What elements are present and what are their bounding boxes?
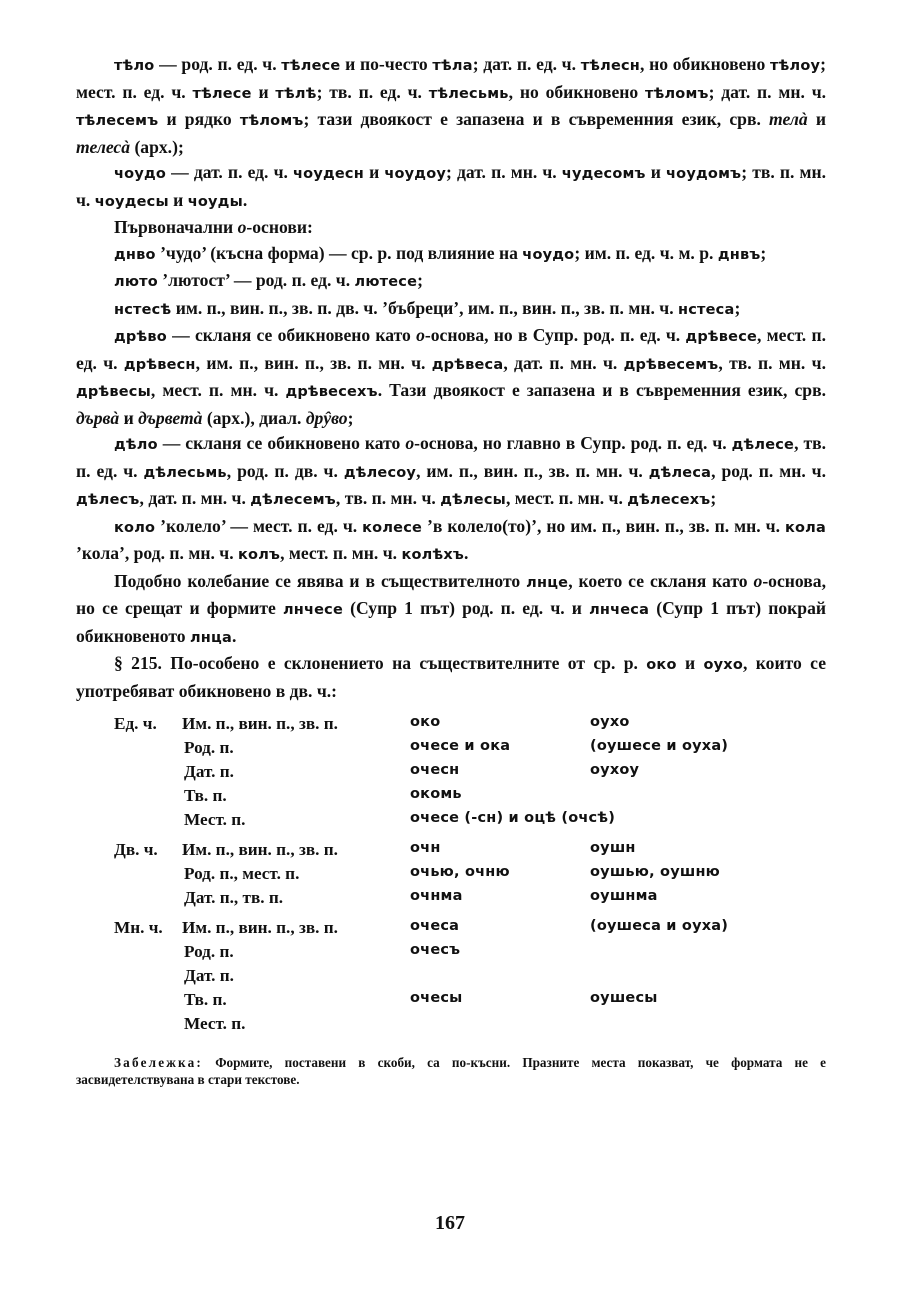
text-run: и [363, 162, 385, 182]
case-label: Дат. п. [184, 762, 234, 781]
ukho-form: (оушесе и оуха) [590, 738, 729, 754]
text-run: и по-често [340, 54, 433, 74]
text-run: ; мест. п. ед. ч. [76, 54, 826, 102]
text-run: § 215. По-особено е склонението на съществителните от ср. р. [114, 653, 647, 673]
text-run: (арх.), диал. [202, 407, 306, 428]
body-text [76, 52, 826, 704]
text-run: , мест. п. мн. ч. [150, 380, 286, 400]
declension-row [76, 840, 826, 864]
text-run: и [676, 653, 704, 673]
text-run: , им. п., вин. п., зв. п. мн. ч. [195, 352, 432, 373]
paragraph [76, 268, 826, 296]
church-slavonic-word: тѣлесн [580, 58, 641, 74]
church-slavonic-word: дрѣвесе [685, 329, 758, 345]
church-slavonic-word: дѣлесы [440, 492, 506, 508]
text-run: , род. п. дв. ч. [226, 460, 344, 481]
church-slavonic-word: чоудомъ [666, 166, 742, 182]
declension-row [76, 762, 826, 786]
church-slavonic-word: дрѣвесн [123, 356, 196, 373]
ukho-form: оушнма [590, 888, 658, 904]
text-run: ; им. п. ед. ч. м. р. [574, 242, 718, 263]
church-slavonic-word: чоудо [522, 246, 575, 263]
text-run: , род. п. мн. ч. [711, 460, 826, 481]
italic-word: телесà [76, 136, 131, 157]
text-run: ; [417, 270, 423, 290]
declension-group [76, 840, 826, 912]
text-run: -основа, но в Супр. род. п. ед. ч. [424, 325, 686, 345]
church-slavonic-word: чоудесн [293, 166, 364, 182]
church-slavonic-word: тѣломъ [645, 85, 709, 102]
text-run: , но обикновено [508, 81, 646, 102]
declension-row [76, 1014, 826, 1038]
ukho-form: оухоу [590, 762, 640, 778]
church-slavonic-word: нстеса [678, 301, 735, 318]
paragraph [76, 241, 826, 269]
italic-word: телà [769, 109, 808, 129]
oko-form: очнма [410, 888, 463, 904]
oko-form: очесн [410, 762, 460, 778]
text-run: -основи: [246, 217, 313, 237]
declension-row [76, 738, 826, 762]
church-slavonic-word: чоудоу [384, 166, 447, 182]
text-run: и рядко [158, 109, 240, 129]
text-run: ; дат. п. мн. ч. [708, 81, 827, 102]
text-run: , което се скланя като [568, 570, 754, 591]
declension-row [76, 990, 826, 1014]
case-label: Род. п., мест. п. [184, 864, 300, 883]
case-label: Дат. п. [184, 966, 234, 985]
church-slavonic-word: дѣлесъ [76, 492, 140, 508]
text-run: ’в колело(то)’, но им. п., вин. п., зв. п. мн. ч. [422, 515, 785, 536]
text-run: ’кола’, род. п. мн. ч. [76, 543, 238, 563]
text-run: ; дат. п. мн. ч. [446, 162, 562, 182]
text-run: ; [734, 297, 741, 318]
footnote-label: Забележка: [114, 1055, 204, 1070]
oko-form: очесъ [410, 942, 461, 958]
ukho-form: оухо [590, 714, 630, 730]
text-run: (Супр 1 път) род. п. ед. ч. и [343, 598, 590, 618]
text-run: , мест. п. мн. ч. [280, 543, 402, 563]
ukho-form: (оушеса и оуха) [590, 918, 729, 934]
church-slavonic-word: тѣла [432, 58, 473, 74]
text-run: — скланя се обикновено като [157, 433, 406, 453]
declension-row [76, 918, 826, 942]
page-number: 167 [435, 1212, 465, 1234]
text-run: -основа, но се срещат и формите [76, 570, 826, 618]
church-slavonic-word: дрѣвеса [431, 356, 504, 373]
church-slavonic-word: нстесѣ [114, 301, 172, 318]
text-run: , но обикновено [640, 54, 771, 74]
declension-row [76, 810, 826, 834]
declension-row [76, 714, 826, 738]
paragraph [76, 296, 826, 324]
church-slavonic-word: тѣлоу [770, 58, 821, 74]
text-run: . Тази двоякост е запазена и в съвременния език, срв. [377, 380, 826, 400]
case-label: Мест. п. [184, 810, 246, 829]
church-slavonic-word: колъ [238, 547, 281, 563]
case-label: Мест. п. [184, 1014, 246, 1033]
paragraph [76, 215, 826, 241]
church-slavonic-word: тѣлесемъ [76, 113, 159, 129]
case-label: Род. п. [184, 942, 234, 961]
text-run: , тв. п. мн. ч. [335, 488, 441, 508]
church-slavonic-word: оухо [703, 657, 744, 673]
paragraph [76, 323, 826, 431]
italic-word: о [416, 325, 425, 345]
text-run: , дат. п. мн. ч. [139, 488, 251, 508]
grammatical-number: Ед. ч. [114, 714, 157, 733]
text-run: , дат. п. мн. ч. [503, 352, 624, 373]
oko-form: очесе (-сн) и оцѣ (очсѣ) [410, 810, 616, 826]
grammatical-number: Мн. ч. [114, 918, 163, 937]
text-run: , тв. п. мн. ч. [718, 352, 826, 373]
text-run: ’лютост’ — род. п. ед. ч. [157, 270, 355, 290]
church-slavonic-word: колѣхъ [401, 547, 464, 563]
church-slavonic-word: чоудесы [94, 193, 169, 210]
declension-row [76, 786, 826, 810]
church-slavonic-word: лнчеса [589, 602, 650, 618]
ukho-form: оушесы [590, 990, 658, 1006]
case-label: Им. п., вин. п., зв. п. [182, 714, 338, 733]
church-slavonic-word: тѣло [114, 58, 155, 74]
footnote-text: Формите, поставени в скоби, са по-късни. Празните места показват, че формата не е засвидетелствувана в стари текстове. [76, 1055, 826, 1087]
text-run: (Супр 1 път) покрай обикновеното [76, 598, 826, 646]
church-slavonic-word: тѣлесе [281, 58, 341, 74]
church-slavonic-word: дрѣво [114, 329, 167, 345]
declension-row [76, 864, 826, 888]
oko-form: очесе и ока [410, 738, 511, 754]
case-label: Им. п., вин. п., зв. п. [182, 840, 338, 859]
church-slavonic-word: днвъ [717, 246, 761, 263]
church-slavonic-word: дѣло [114, 437, 158, 453]
ukho-form: оушью, оушню [590, 864, 720, 880]
church-slavonic-word: кола [784, 519, 826, 536]
text-run: и [168, 189, 188, 210]
italic-word: дрŷво [305, 407, 348, 428]
italic-word: о [753, 570, 763, 591]
church-slavonic-word: дѣлесемъ [250, 492, 336, 508]
text-run: — род. п. ед. ч. [154, 54, 282, 74]
declension-group [76, 714, 826, 834]
church-slavonic-word: чоуды [187, 193, 243, 210]
footnote [76, 1054, 826, 1088]
text-run: . [242, 189, 248, 210]
case-label: Дат. п., тв. п. [184, 888, 284, 907]
text-run: ’колело’ — мест. п. ед. ч. [155, 515, 363, 536]
text-run: им. п., вин. п., зв. п. дв. ч. ’бъбреци’, им. п., вин. п., зв. п. мн. ч. [171, 297, 678, 318]
paragraph [76, 52, 826, 160]
church-slavonic-word: тѣлесе [192, 85, 252, 102]
church-slavonic-word: люто [114, 274, 158, 290]
church-slavonic-word: дрѣвесемъ [623, 356, 719, 373]
text-run: (арх.); [130, 136, 184, 157]
text-run: Първоначални [114, 217, 238, 237]
text-run: ; тв. п. мн. ч. [76, 162, 827, 210]
declension-table [76, 714, 826, 1038]
text-run: и [119, 407, 139, 428]
text-run: -основа, но главно в Супр. род. п. ед. ч. [414, 433, 732, 453]
oko-form: око [410, 714, 441, 730]
church-slavonic-word: лютесе [354, 274, 418, 290]
paragraph [76, 160, 826, 215]
church-slavonic-word: днво [114, 246, 156, 263]
church-slavonic-word: чоудо [114, 166, 167, 182]
case-label: Род. п. [184, 738, 234, 757]
text-run: — дат. п. ед. ч. [166, 162, 294, 182]
church-slavonic-word: лнца [189, 629, 232, 646]
church-slavonic-word: лнчесе [282, 602, 343, 618]
church-slavonic-word: око [646, 657, 677, 673]
text-run: , мест. п. мн. ч. [505, 488, 628, 508]
paragraph [76, 569, 826, 652]
declension-row [76, 942, 826, 966]
church-slavonic-word: дѣлесе [731, 437, 795, 453]
paragraph [76, 431, 826, 514]
page-body [76, 52, 826, 1101]
text-run: , които се употребяват обикновено в дв. ч.: [76, 653, 827, 701]
paragraph [76, 514, 826, 569]
text-run: и [807, 109, 826, 129]
text-run: ; дат. п. ед. ч. [472, 54, 581, 74]
case-label: Тв. п. [184, 786, 227, 805]
text-run: и [645, 162, 667, 182]
church-slavonic-word: коло [114, 519, 156, 536]
church-slavonic-word: дѣлесехъ [627, 492, 711, 508]
text-run: ; [760, 242, 767, 263]
italic-word: о [237, 217, 247, 237]
italic-word: о [405, 433, 415, 453]
text-run: ; [710, 488, 717, 508]
italic-word: дърветà [138, 407, 203, 428]
church-slavonic-word: дѣлеса [648, 464, 712, 481]
text-run: и [251, 81, 276, 102]
text-run: . [231, 625, 237, 646]
oko-form: окомь [410, 786, 462, 802]
text-run: , мест. п. ед. ч. [76, 325, 826, 373]
declension-group [76, 918, 826, 1038]
text-run: ; [347, 407, 354, 428]
grammatical-number: Дв. ч. [114, 840, 158, 859]
oko-form: очью, очню [410, 864, 510, 880]
oko-form: очеса [410, 918, 460, 934]
text-run: ; тв. п. ед. ч. [316, 81, 429, 102]
text-run: Подобно колебание се явява и в съществителното [114, 570, 527, 591]
church-slavonic-word: дѣлесоу [343, 464, 417, 481]
church-slavonic-word: тѣлѣ [275, 85, 317, 102]
church-slavonic-word: тѣломъ [239, 113, 304, 129]
declension-row [76, 966, 826, 990]
case-label: Им. п., вин. п., зв. п. [182, 918, 338, 937]
church-slavonic-word: дѣлесьмь [143, 464, 227, 481]
case-label: Тв. п. [184, 990, 227, 1009]
church-slavonic-word: дрѣвесы [76, 384, 151, 400]
church-slavonic-word: чудесомъ [561, 166, 646, 182]
church-slavonic-word: лнце [526, 574, 569, 591]
text-run: . [463, 543, 469, 563]
text-run: — скланя се обикновено като [166, 325, 417, 345]
italic-word: дървà [76, 407, 120, 428]
church-slavonic-word: дрѣвесехъ [285, 384, 378, 400]
oko-form: очн [410, 840, 441, 856]
ukho-form: оушн [590, 840, 636, 856]
declension-row [76, 888, 826, 912]
church-slavonic-word: колесе [362, 519, 423, 536]
text-run: ; тази двоякост е запазена и в съвременния език, срв. [303, 109, 770, 129]
text-run: ’чудо’ (късна форма) — ср. р. под влияние на [155, 242, 523, 263]
text-run: , тв. п. ед. ч. [76, 433, 826, 481]
church-slavonic-word: тѣлесьмь [428, 85, 509, 102]
text-run: , им. п., вин. п., зв. п. мн. ч. [416, 460, 649, 481]
paragraph [76, 651, 826, 704]
oko-form: очесы [410, 990, 463, 1006]
